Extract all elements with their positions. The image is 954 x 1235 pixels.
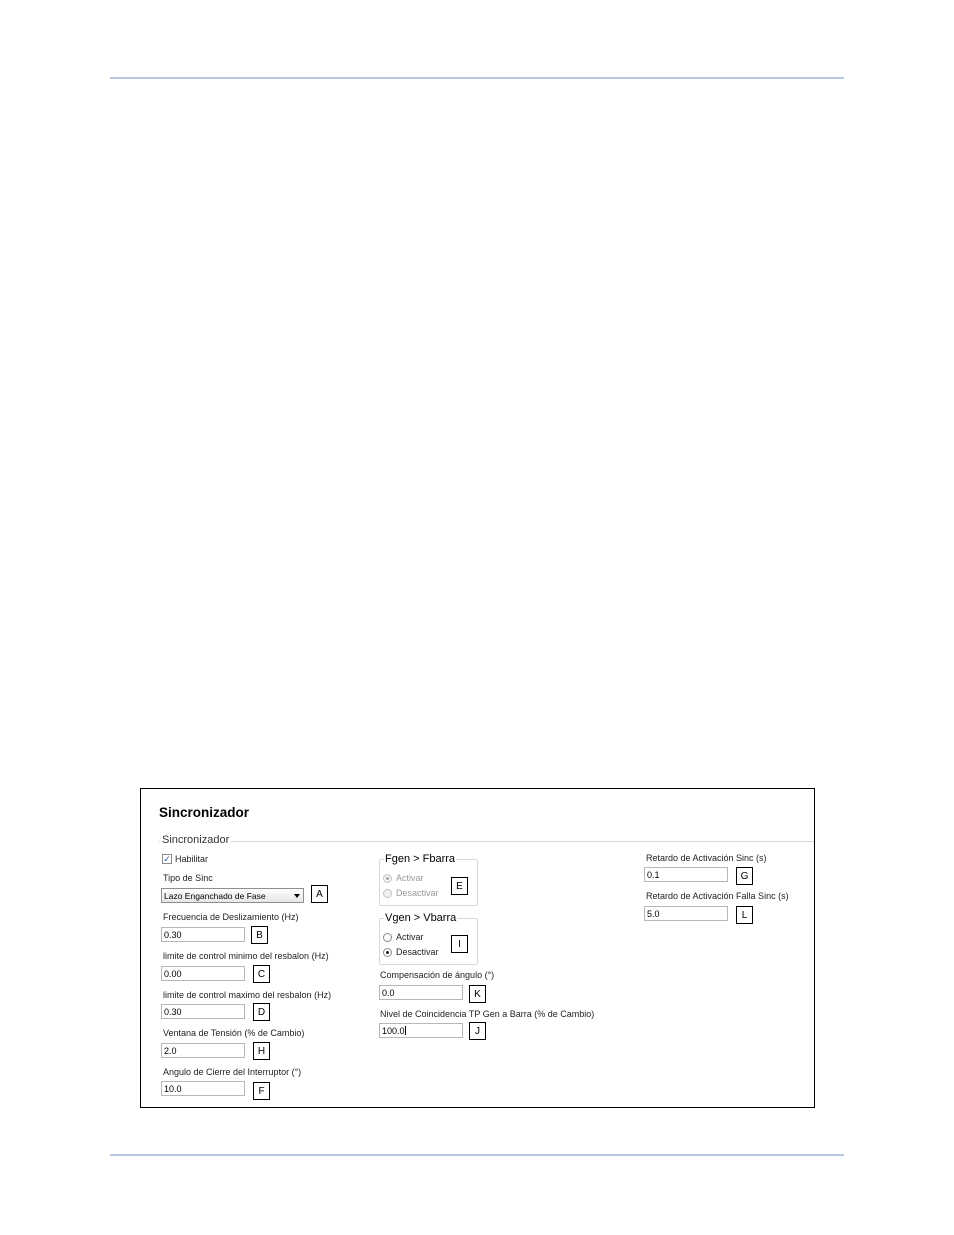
breaker-angle-input[interactable]: 10.0 (161, 1081, 245, 1096)
footer-rule (110, 1154, 844, 1156)
angle-compensation-label: Compensación de ángulo (°) (380, 970, 495, 980)
vgen-deactivate-label: Desactivar (396, 947, 439, 957)
voltage-window-label: Ventana de Tensión (% de Cambio) (163, 1028, 305, 1038)
fail-delay-label: Retardo de Activación Falla Sinc (s) (646, 891, 789, 901)
synchronizer-panel (140, 788, 815, 1108)
slip-frequency-input[interactable]: 0.30 (161, 927, 245, 942)
enable-checkbox[interactable]: ✓ (163, 854, 171, 864)
callout-i: I (451, 935, 468, 953)
panel-title: Sincronizador (159, 805, 250, 820)
header-rule (110, 77, 844, 79)
slip-max-input[interactable]: 0.30 (161, 1004, 245, 1019)
pt-match-input[interactable] (379, 1023, 463, 1038)
chevron-down-icon (294, 894, 300, 898)
sync-type-value: Lazo Enganchado de Fase (164, 891, 266, 901)
callout-g: G (736, 867, 753, 885)
group-divider (159, 841, 814, 842)
sync-type-label: Tipo de Sinc (163, 873, 213, 883)
callout-d: D (253, 1003, 270, 1021)
sync-type-dropdown[interactable] (161, 888, 304, 903)
callout-j: J (469, 1022, 486, 1040)
fgen-activate-label: Activar (396, 873, 424, 883)
breaker-angle-label: Angulo de Cierre del Interruptor (°) (163, 1067, 302, 1077)
enable-label: Habilitar (175, 854, 209, 864)
activation-delay-label: Retardo de Activación Sinc (s) (646, 853, 767, 863)
fgen-activate-radio[interactable] (383, 874, 392, 883)
angle-compensation-input[interactable]: 0.0 (379, 985, 463, 1000)
fgen-deactivate-radio[interactable] (383, 889, 392, 898)
fgen-title: Fgen > Fbarra (385, 853, 456, 865)
callout-c: C (253, 965, 270, 983)
callout-b: B (251, 926, 268, 944)
vgen-title: Vgen > Vbarra (385, 912, 457, 924)
callout-a: A (311, 885, 328, 903)
slip-frequency-label: Frecuencia de Deslizamiento (Hz) (163, 912, 299, 922)
callout-h: H (253, 1042, 270, 1060)
voltage-window-input[interactable]: 2.0 (161, 1043, 245, 1058)
callout-k: K (469, 985, 486, 1003)
slip-min-label: limite de control minimo del resbalon (Hz) (163, 951, 329, 961)
callout-f: F (253, 1082, 270, 1100)
vgen-deactivate-radio[interactable] (383, 948, 392, 957)
slip-max-label: limite de control maximo del resbalon (Hz) (163, 990, 332, 1000)
callout-e: E (451, 877, 468, 895)
pt-match-value: 100.0 (382, 1026, 405, 1036)
activation-delay-input[interactable]: 0.1 (644, 867, 728, 882)
pt-match-label: Nivel de Coincidencia TP Gen a Barra (% de Cambio) (380, 1009, 595, 1019)
slip-min-input[interactable]: 0.00 (161, 966, 245, 981)
vgen-activate-label: Activar (396, 932, 424, 942)
callout-l: L (736, 906, 753, 924)
text-caret (405, 1026, 406, 1035)
vgen-activate-radio[interactable] (383, 933, 392, 942)
fgen-deactivate-label: Desactivar (396, 888, 439, 898)
group-label: Sincronizador (162, 834, 230, 846)
fail-delay-input[interactable]: 5.0 (644, 906, 728, 921)
